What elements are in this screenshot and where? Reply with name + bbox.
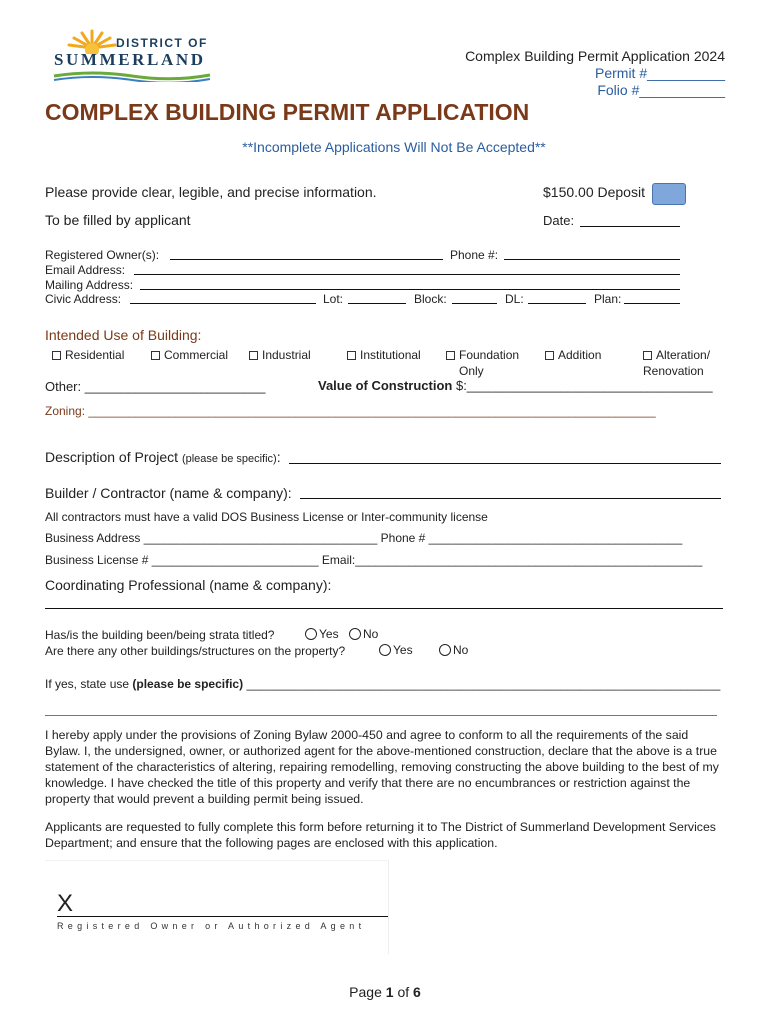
phone-label: Phone #: xyxy=(450,248,499,262)
business-address-field[interactable]: Business Address ___________________________________ Phone # ______________________________________ xyxy=(45,531,683,545)
date-field[interactable] xyxy=(580,226,680,227)
phone-field[interactable] xyxy=(504,259,680,260)
industrial-checkbox[interactable] xyxy=(249,351,258,360)
signature-box[interactable] xyxy=(45,860,389,954)
other-buildings-yes[interactable]: Yes xyxy=(379,643,413,657)
folio-number: Folio #___________ xyxy=(597,82,725,98)
option-alteration-line2: Renovation xyxy=(643,364,704,378)
option-alteration[interactable]: Alteration/ xyxy=(643,348,710,362)
option-addition[interactable]: Addition xyxy=(545,348,601,362)
intended-use-heading: Intended Use of Building: xyxy=(45,327,202,343)
strata-yes[interactable]: Yes xyxy=(305,627,339,641)
mailing-field[interactable] xyxy=(140,289,680,290)
registered-owner-field[interactable] xyxy=(170,259,443,260)
lot-field[interactable] xyxy=(348,303,406,304)
coordinating-label: Coordinating Professional (name & company): xyxy=(45,577,332,593)
lot-label: Lot: xyxy=(323,292,344,306)
plan-label: Plan: xyxy=(594,292,622,306)
value-of-construction[interactable]: Value of Construction $:__________________________________ xyxy=(318,378,713,393)
logo-line1: DISTRICT OF xyxy=(116,36,208,50)
registered-owner-label: Registered Owner(s): xyxy=(45,248,160,262)
page-footer: Page 1 of 6 xyxy=(349,984,421,1000)
civic-label: Civic Address: xyxy=(45,292,122,306)
contractor-note: All contractors must have a valid DOS Business License or Inter-community license xyxy=(45,510,488,524)
alteration-checkbox[interactable] xyxy=(643,351,652,360)
applicants-note: Applicants are requested to fully complete this form before returning it to The District of Summerland Development Services Department; and ensure that the following pages are enclosed with this application. xyxy=(45,820,716,850)
other-buildings-question: Are there any other buildings/structures on the property? xyxy=(45,644,346,658)
foundation-checkbox[interactable] xyxy=(446,351,455,360)
if-yes-second-line[interactable] xyxy=(45,715,717,716)
option-residential[interactable]: Residential xyxy=(52,348,124,362)
coordinating-field[interactable] xyxy=(45,608,723,609)
description-field[interactable] xyxy=(289,463,721,464)
dl-label: DL: xyxy=(505,292,524,306)
block-label: Block: xyxy=(414,292,447,306)
mailing-label: Mailing Address: xyxy=(45,278,134,292)
filled-by-text: To be filled by applicant xyxy=(45,212,191,228)
zoning-field[interactable]: Zoning: _____________________________________________________________________________________ xyxy=(45,404,656,418)
option-foundation[interactable]: Foundation xyxy=(446,348,519,362)
option-institutional[interactable]: Institutional xyxy=(347,348,421,362)
plan-field[interactable] xyxy=(624,303,680,304)
other-buildings-no-radio[interactable] xyxy=(439,644,451,656)
declaration-text: I hereby apply under the provisions of Zoning Bylaw 2000-450 and agree to conform to all the requirements of the said Bylaw. I, the undersigned, owner, or authorized agent for the above-mentioned construction, declare that the above is a true statement of the characteristics of altering, repairing remodelling, removing constructing the above building to the best of my knowledge. I have checked the title of this property and verify that there are no encumbrances or restriction against the property that would prevent a building permit being issued. xyxy=(45,728,719,806)
option-industrial[interactable]: Industrial xyxy=(249,348,311,362)
doc-title: Complex Building Permit Application 2024 xyxy=(465,48,725,64)
district-logo xyxy=(52,28,212,78)
signature-x: X xyxy=(57,890,74,917)
commercial-checkbox[interactable] xyxy=(151,351,160,360)
option-foundation-line2: Only xyxy=(459,364,484,378)
business-license-field[interactable]: Business License # _________________________ Email:____________________________________________________ xyxy=(45,553,703,567)
strata-yes-radio[interactable] xyxy=(305,628,317,640)
builder-label: Builder / Contractor (name & company): xyxy=(45,485,292,501)
option-commercial[interactable]: Commercial xyxy=(151,348,228,362)
date-label: Date: xyxy=(543,213,575,228)
block-field[interactable] xyxy=(452,303,497,304)
deposit-field[interactable] xyxy=(652,183,686,205)
warning-text: **Incomplete Applications Will Not Be Accepted** xyxy=(242,139,546,155)
builder-field[interactable] xyxy=(300,498,721,499)
other-field[interactable]: Other: _________________________ xyxy=(45,379,266,394)
email-field[interactable] xyxy=(134,274,680,275)
signature-line[interactable] xyxy=(57,916,388,917)
if-yes-field[interactable]: If yes, state use (please be specific) _______________________________________________________________________ xyxy=(45,677,721,691)
intro-text: Please provide clear, legible, and precise information. xyxy=(45,184,377,200)
permit-number: Permit #__________ xyxy=(595,65,725,81)
dl-field[interactable] xyxy=(528,303,586,304)
page-title: COMPLEX BUILDING PERMIT APPLICATION xyxy=(45,99,530,125)
strata-no-radio[interactable] xyxy=(349,628,361,640)
strata-question: Has/is the building been/being strata titled? xyxy=(45,628,275,642)
civic-field[interactable] xyxy=(130,303,316,304)
email-label: Email Address: xyxy=(45,263,126,277)
signature-caption: Registered Owner or Authorized Agent xyxy=(57,921,366,931)
institutional-checkbox[interactable] xyxy=(347,351,356,360)
addition-checkbox[interactable] xyxy=(545,351,554,360)
deposit-label: $150.00 Deposit xyxy=(543,184,645,200)
logo-line2: SUMMERLAND xyxy=(54,50,206,69)
other-buildings-yes-radio[interactable] xyxy=(379,644,391,656)
strata-no[interactable]: No xyxy=(349,627,378,641)
description-label: Description of Project (please be specific): xyxy=(45,449,281,465)
other-buildings-no[interactable]: No xyxy=(439,643,468,657)
residential-checkbox[interactable] xyxy=(52,351,61,360)
wave-icon xyxy=(52,70,212,82)
